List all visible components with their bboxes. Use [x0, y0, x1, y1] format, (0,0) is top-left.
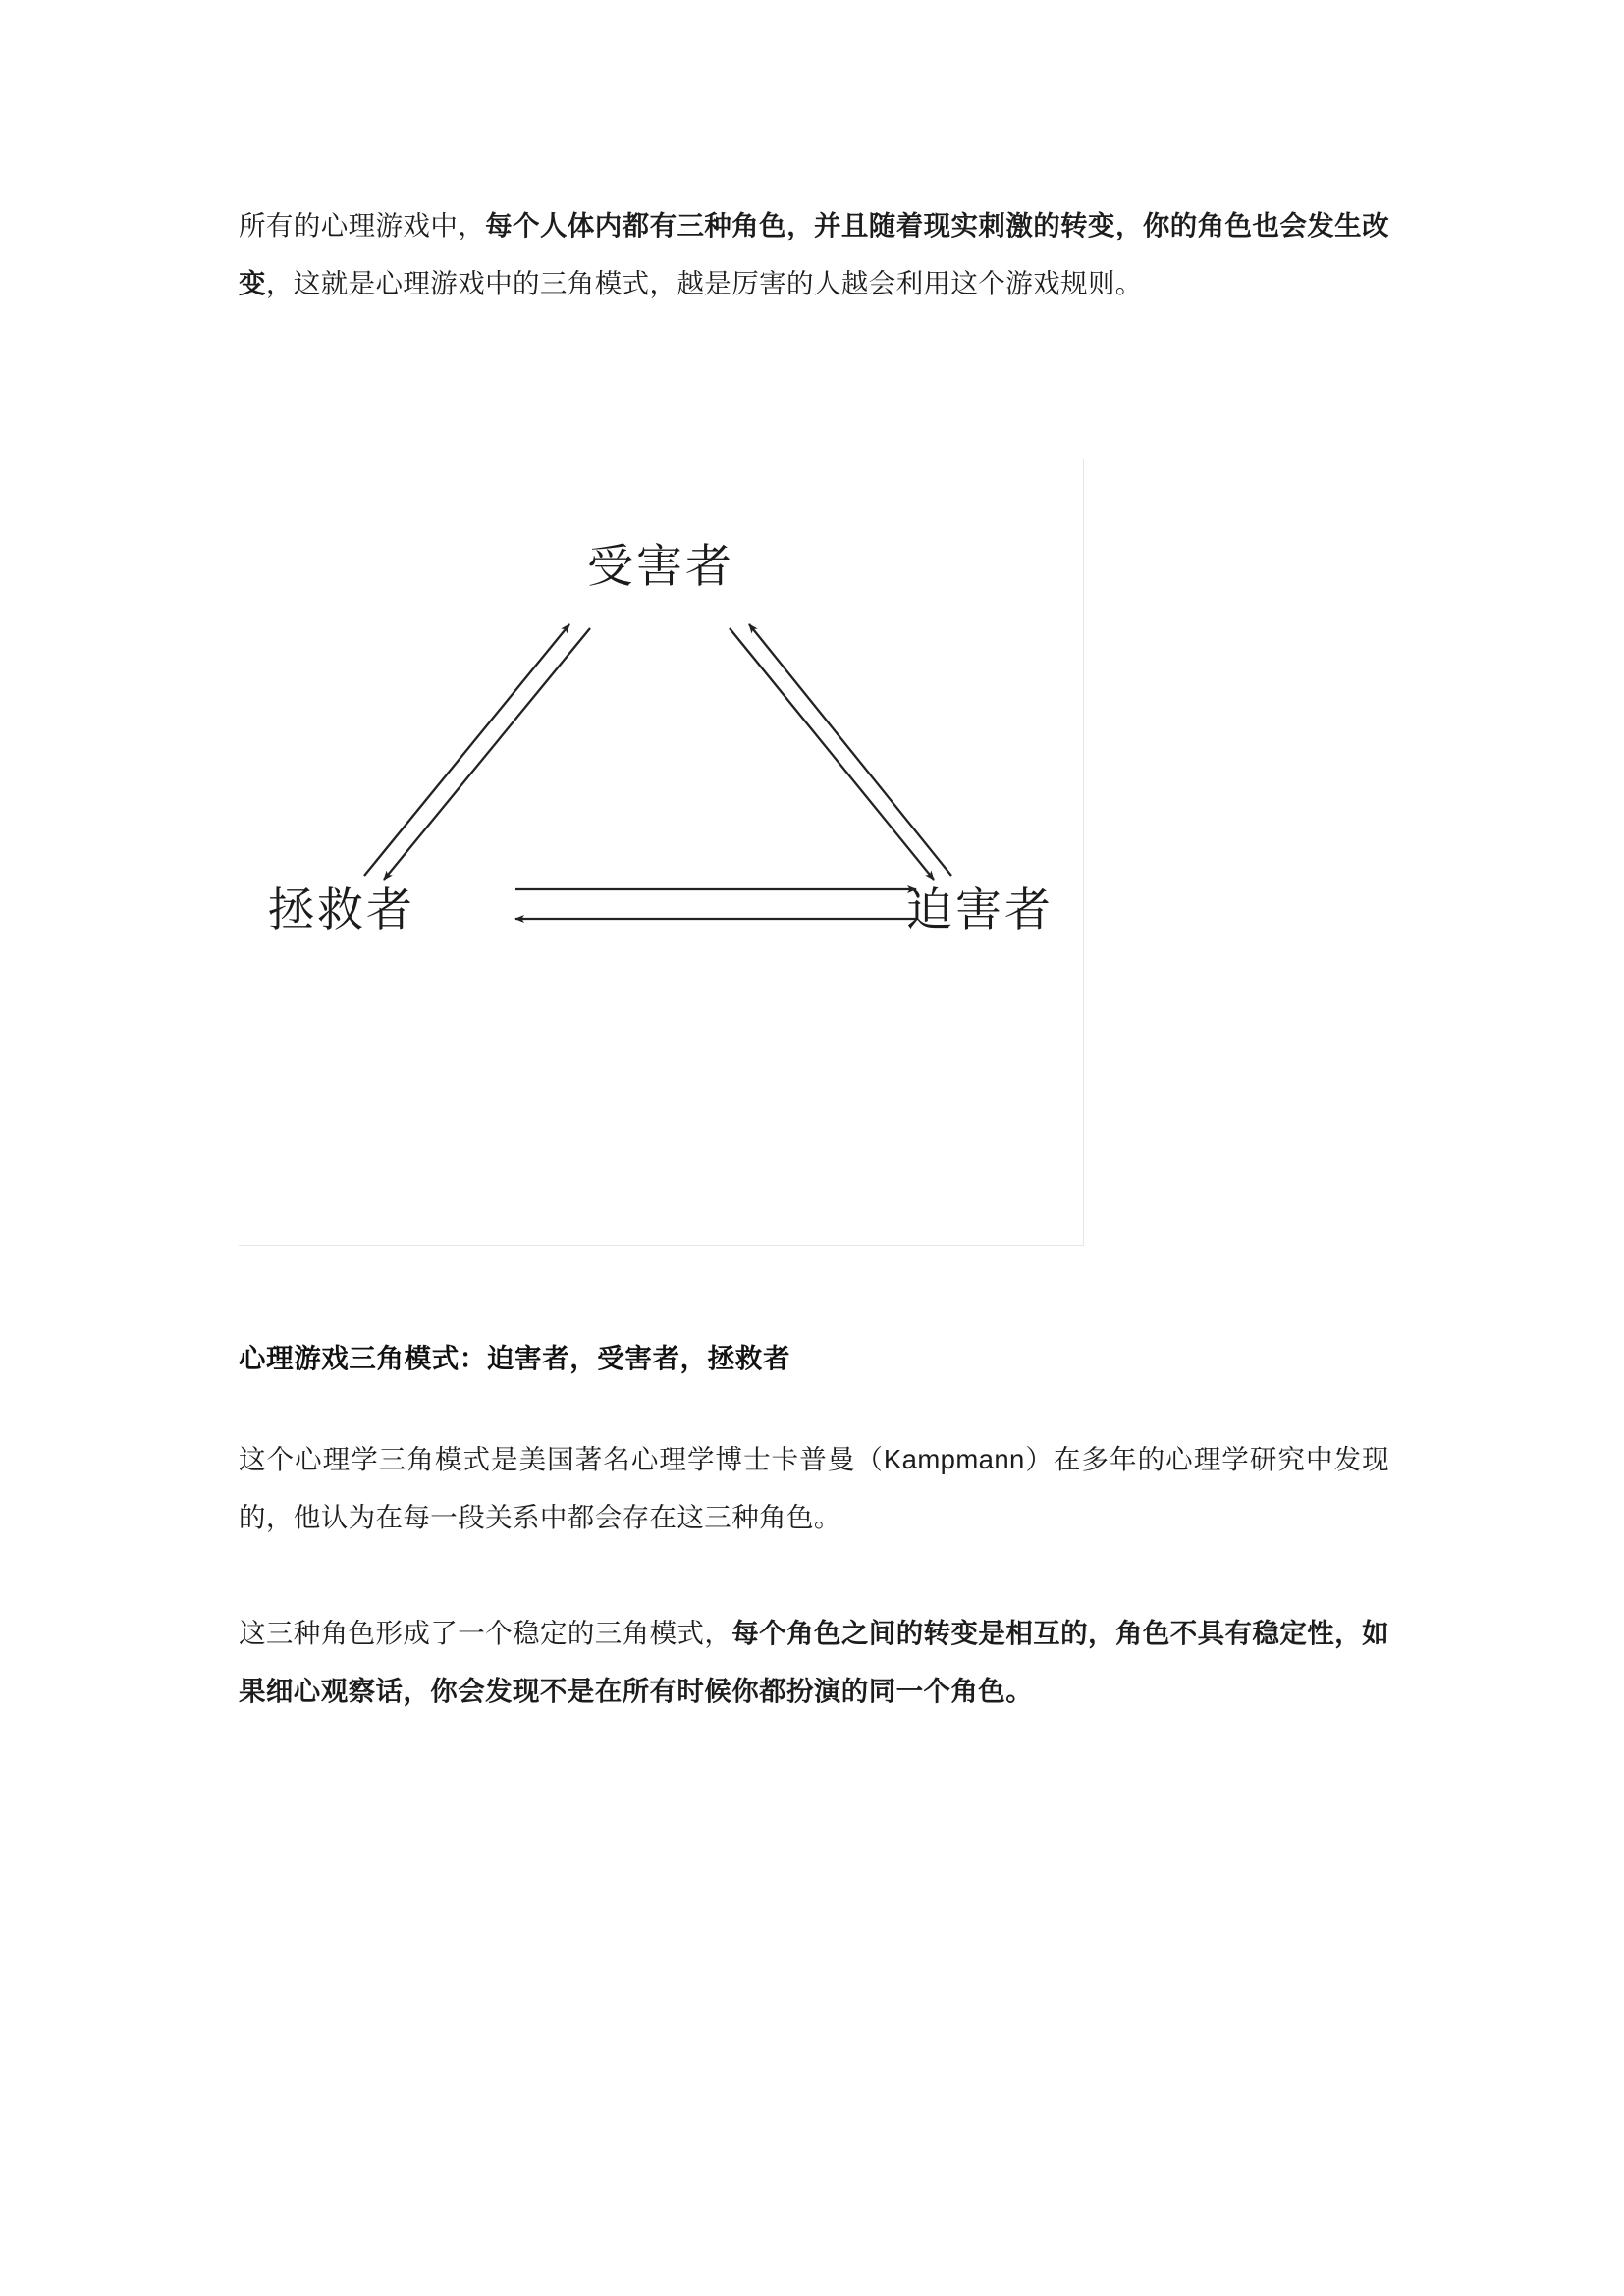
paragraph-two: 这个心理学三角模式是美国著名心理学博士卡普曼（Kampmann）在多年的心理学研究中发现的，他认为在每一段关系中都会存在这三种角色。	[239, 1444, 1389, 1533]
node-label-rescuer: 拯救者	[268, 885, 415, 937]
spacer-below-figure	[239, 1246, 1389, 1336]
triangle-diagram-svg	[239, 459, 1083, 1245]
paragraph-three-part-1: 这三种角色形成了一个稳定的三角模式，	[239, 1617, 732, 1648]
edge-victim-persecutor	[730, 624, 951, 880]
node-label-persecutor: 迫害者	[906, 885, 1054, 937]
intro-text-part-1: 所有的心理游戏中，	[239, 210, 486, 240]
triangle-figure	[239, 459, 1084, 1246]
edge-rescuer-victim	[364, 624, 590, 880]
paragraph-intro	[239, 196, 1389, 312]
intro-text-bold: 每个人体内都有三种角色，并且随着现实刺激的转变，你的角色也会发生改变	[239, 210, 1389, 299]
node-label-victim: 受害者	[587, 542, 734, 594]
document-body	[239, 196, 1389, 1777]
section-heading: 心理游戏三角模式：迫害者，受害者，拯救者	[239, 1343, 790, 1374]
paragraph-three-bold: 每个角色之间的转变是相互的，角色不具有稳定性，如果细心观察话，你会发现不是在所有时候你都扮演的同一个角色。	[239, 1617, 1389, 1706]
edge-rescuer-persecutor	[515, 889, 916, 919]
intro-text-part-2: ，这就是心理游戏中的三角模式，越是厉害的人越会利用这个游戏规则。	[265, 268, 1143, 299]
paragraph-three	[239, 1604, 1389, 1720]
spacer-above-figure	[239, 369, 1389, 459]
